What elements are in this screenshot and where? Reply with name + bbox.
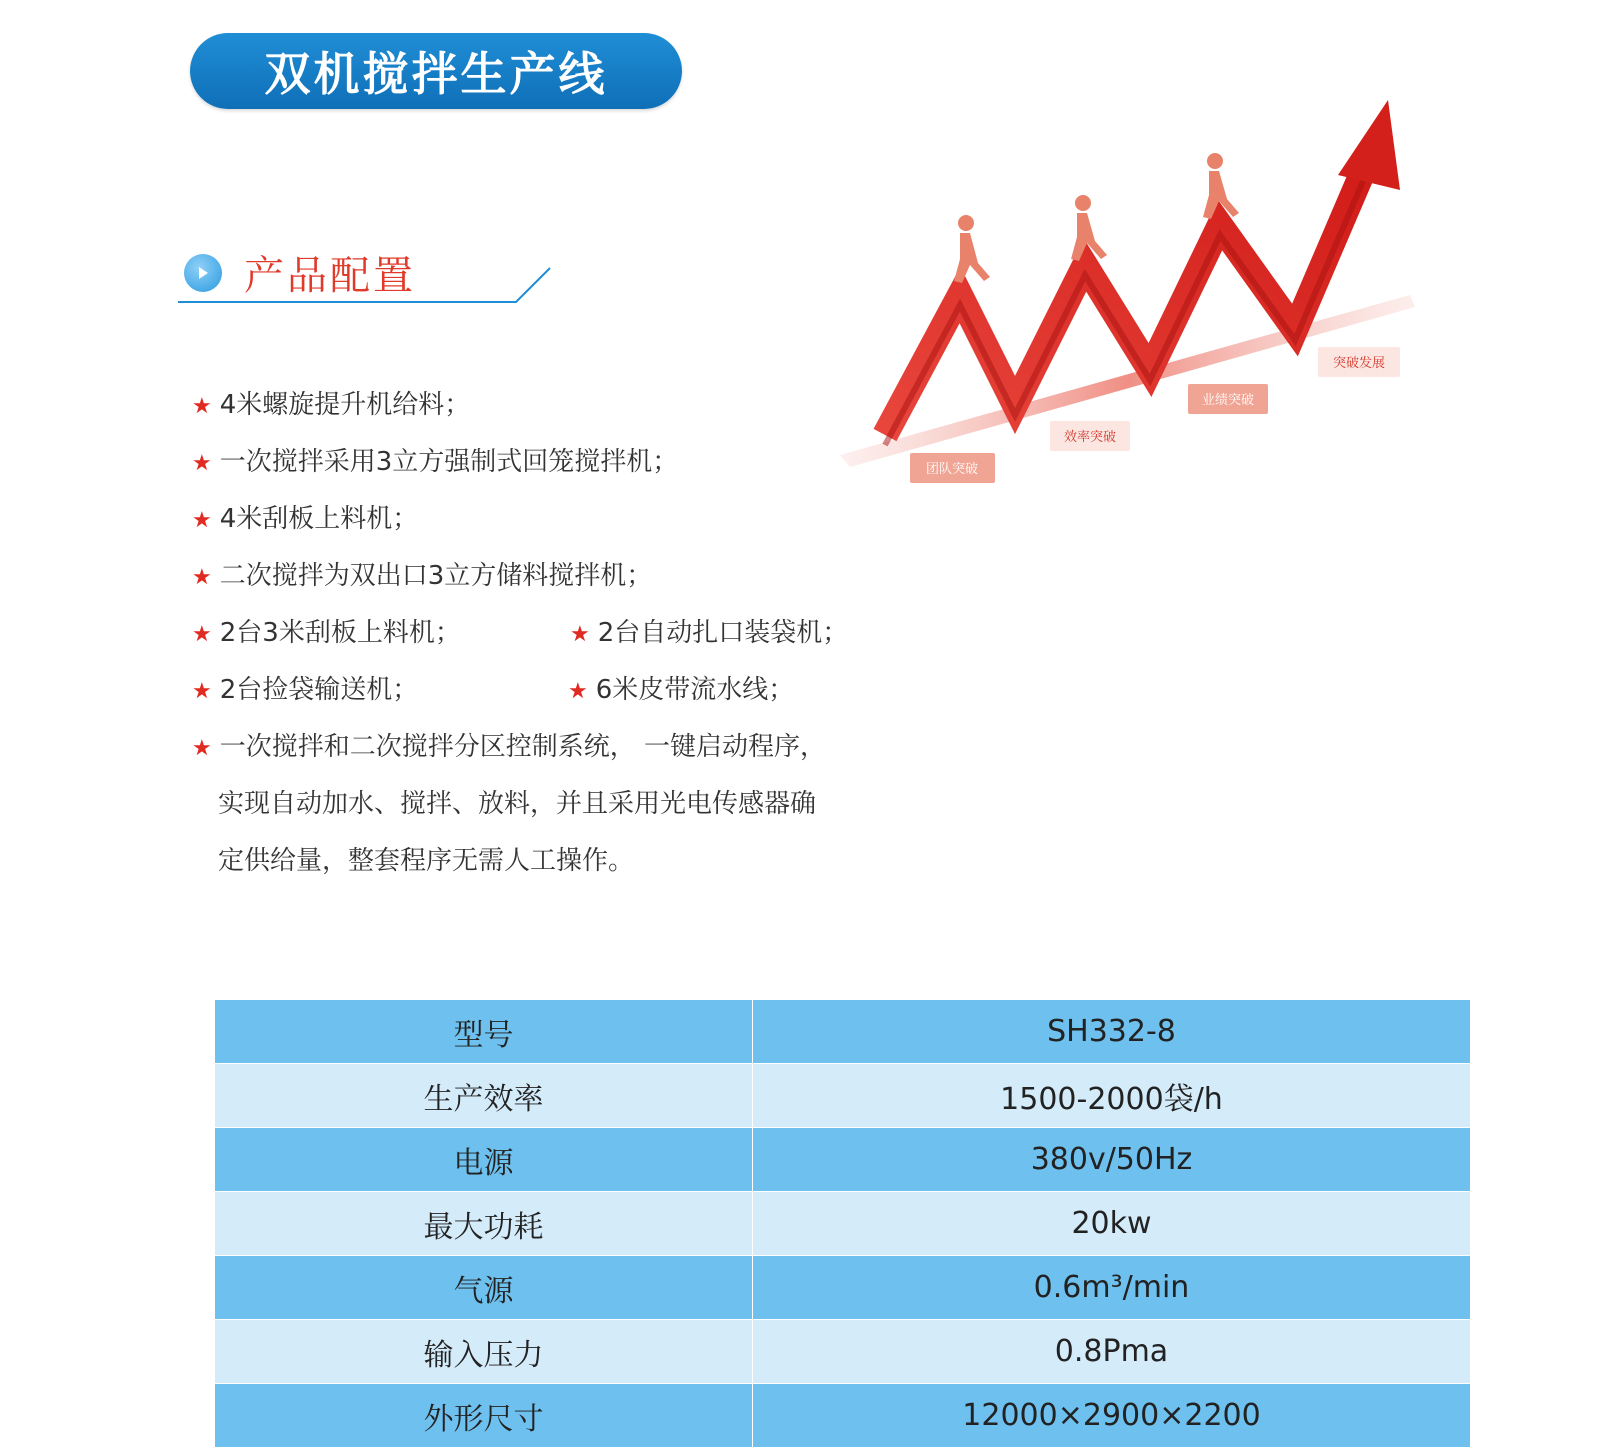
star-icon: ★ xyxy=(568,679,588,704)
runner-icon xyxy=(954,215,990,283)
tag-development xyxy=(1318,347,1400,377)
spec-key: 气源 xyxy=(215,1256,753,1320)
list-item: ★ 一次搅拌采用3立方强制式回笼搅拌机； xyxy=(192,447,679,477)
tag-team xyxy=(910,453,995,483)
spec-value: 0.6m³/min xyxy=(753,1256,1471,1320)
list-item: ★ 二次搅拌为双出口3立方储料搅拌机； xyxy=(192,561,653,591)
spec-table xyxy=(215,1000,1470,1448)
star-icon: ★ xyxy=(192,736,212,761)
arrow-head xyxy=(1338,100,1400,190)
growth-illustration xyxy=(840,95,1440,525)
growth-arrow-graphic xyxy=(840,95,1440,525)
list-item: ★ 2台捡袋输送机； xyxy=(192,675,419,705)
spec-key: 外形尺寸 xyxy=(215,1384,753,1448)
spec-key: 最大功耗 xyxy=(215,1192,753,1256)
spec-value: 380v/50Hz xyxy=(753,1128,1471,1192)
page-title: 双机搅拌生产线 xyxy=(264,47,608,101)
spec-key: 电源 xyxy=(215,1128,753,1192)
table-row xyxy=(215,1320,1470,1384)
spec-value: 20kw xyxy=(753,1192,1471,1256)
section-header xyxy=(178,236,558,306)
list-item: ★ 4米刮板上料机； xyxy=(192,504,419,534)
star-icon: ★ xyxy=(192,508,212,533)
list-item: ★ 2台自动扎口装袋机； xyxy=(570,618,849,648)
table-row xyxy=(215,1256,1470,1320)
table-row xyxy=(215,1192,1470,1256)
star-icon: ★ xyxy=(570,622,590,647)
section-title: 产品配置 xyxy=(244,253,416,299)
spec-value: 12000×2900×2200 xyxy=(753,1384,1471,1448)
spec-value: 1500-2000袋/h xyxy=(753,1064,1471,1128)
svg-text:效率突破: 效率突破 xyxy=(1063,430,1117,445)
star-icon: ★ xyxy=(192,394,212,419)
spec-key: 输入压力 xyxy=(215,1320,753,1384)
tag-performance xyxy=(1188,384,1268,414)
list-item: ★ 一次搅拌和二次搅拌分区控制系统， 一键启动程序， xyxy=(192,732,826,762)
tag-efficiency xyxy=(1050,421,1130,451)
star-icon: ★ xyxy=(192,679,212,704)
list-item: ★ 6米皮带流水线； xyxy=(568,675,795,705)
star-icon: ★ xyxy=(192,622,212,647)
table-row xyxy=(215,1064,1470,1128)
star-icon: ★ xyxy=(192,565,212,590)
star-icon: ★ xyxy=(192,451,212,476)
spec-key: 型号 xyxy=(215,1000,753,1064)
list-item-continued: 定供给量，整套程序无需人工操作。 xyxy=(218,846,635,876)
spec-value: SH332-8 xyxy=(753,1000,1471,1064)
spec-value: 0.8Pma xyxy=(753,1320,1471,1384)
table-row xyxy=(215,1000,1470,1064)
page-title-banner xyxy=(190,33,682,109)
svg-text:团队突破: 团队突破 xyxy=(925,462,979,477)
list-item: ★ 2台3米刮板上料机； xyxy=(192,618,461,648)
svg-text:突破发展: 突破发展 xyxy=(1332,356,1386,371)
zigzag-arrow xyxy=(885,155,1370,435)
table-row xyxy=(215,1128,1470,1192)
svg-text:业绩突破: 业绩突破 xyxy=(1201,393,1255,408)
play-arrow-icon xyxy=(184,254,222,292)
list-item: ★ 4米螺旋提升机给料； xyxy=(192,390,471,420)
spec-key: 生产效率 xyxy=(215,1064,753,1128)
table-row xyxy=(215,1384,1470,1448)
list-item-continued: 实现自动加水、搅拌、放料，并且采用光电传感器确 xyxy=(218,789,817,819)
